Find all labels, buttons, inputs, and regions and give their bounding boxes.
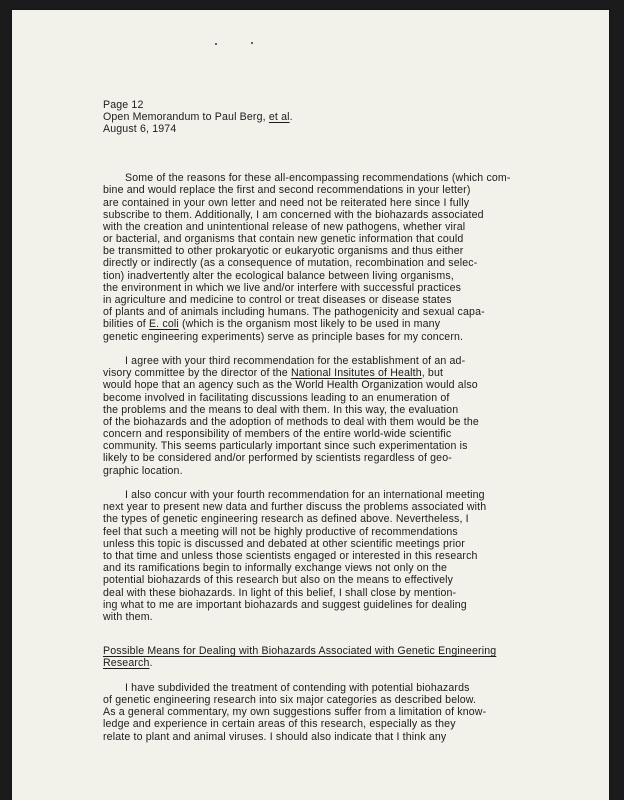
text-line: I agree with your third recommendation for the establishment of an ad-	[125, 354, 466, 367]
paragraph-1	[103, 172, 563, 343]
organization-name: National Insitutes of Health	[290, 367, 422, 380]
text-line: directly or indirectly (as a consequence of mutation, recombination and selec-	[103, 257, 478, 270]
heading-line: Research.	[103, 657, 153, 670]
text-line: potential biohazards of this research but also on the means to effectively	[103, 574, 454, 587]
text-line: likely to be considered and/or performed by scientists regardless of geo-	[103, 452, 452, 465]
text-line: the types of genetic engineering research as defined above. Nevertheless, I	[103, 513, 469, 526]
paragraph-3	[103, 489, 563, 623]
text-line: concern and responsibility of members of the entire world-wide scientific	[103, 428, 452, 441]
species-name: E. coli	[148, 318, 179, 331]
speck	[215, 43, 217, 45]
heading-line: Possible Means for Dealing with Biohazards Associated with Genetic Engineering	[103, 645, 497, 658]
text-line: with the creation and unintentional release of new pathogens, whether viral	[103, 220, 466, 233]
paragraph-2	[103, 355, 563, 477]
text-line: bilities of E. coli (which is the organism most likely to be used in many	[103, 318, 441, 331]
text-line: the environment in which we live and/or interfere with successful practices	[103, 281, 462, 294]
text-line: would hope that an agency such as the World Health Organization would also	[103, 379, 478, 392]
text-line: community. This seems particularly important since such experimentation is	[103, 440, 468, 453]
text-line: I also concur with your fourth recommendation for an international meeting	[125, 489, 485, 502]
memo-date: August 6, 1974	[103, 123, 177, 136]
text-line: bine and would replace the first and second recommendations in your letter)	[103, 184, 471, 197]
paragraph-4	[103, 682, 563, 743]
text-line: unless this topic is discussed and debated at other scientific meetings prior	[103, 537, 465, 550]
text-line: ing what to me are important biohazards and suggest guidelines for dealing	[103, 598, 467, 611]
text-line: or bacterial, and organisms that contain new genetic information that could	[103, 233, 464, 246]
memo-body	[103, 99, 563, 743]
text-line: of the biohazards and the adoption of methods to deal with them would be the	[103, 415, 479, 428]
text-line: feel that such a meeting will not be highly productive of recommendations	[103, 525, 458, 538]
speck	[251, 42, 253, 44]
text-line: become involved in facilitating discussions leading to an enumeration of	[103, 391, 450, 404]
text-line: in agriculture and medicine to control or treat diseases or disease states	[103, 294, 452, 307]
text-line: to that time and unless those scientists engaged or interested in this research	[103, 549, 478, 562]
text-line: Some of the reasons for these all-encompassing recommendations (which com-	[125, 172, 511, 185]
page-number: Page 12	[103, 99, 144, 111]
memo-subject: Open Memorandum to Paul Berg, et al.	[103, 111, 293, 124]
text-line: relate to plant and animal viruses. I should also indicate that I think any	[103, 730, 447, 743]
text-line: subscribe to them. Additionally, I am concerned with the biohazards associated	[103, 208, 484, 221]
text-line: of genetic engineering research into six major categories as described below.	[103, 694, 477, 707]
document-page	[12, 10, 609, 800]
text-line: deal with these biohazards. In light of this belief, I shall close by mention-	[103, 586, 457, 599]
text-line: ledge and experience in certain areas of this research, especially as they	[103, 718, 456, 731]
text-line: of plants and of animals including humans. The pathogenicity and sexual capa-	[103, 306, 485, 319]
text-line: with them.	[103, 610, 153, 623]
section-heading	[103, 645, 563, 669]
text-line: be transmitted to other prokaryotic or eukaryotic organisms and thus either	[103, 245, 464, 258]
text-line: graphic location.	[103, 464, 183, 477]
scan-specks	[215, 41, 255, 47]
text-line: visory committee by the director of the National Insitutes of Health, but	[103, 367, 444, 380]
text-line: next year to present new data and further discuss the problems associated with	[103, 501, 487, 514]
text-line: genetic engineering experiments) serve as principle bases for my concern.	[103, 330, 464, 343]
memo-header	[103, 99, 563, 136]
text-line: the problems and the means to deal with them. In this way, the evaluation	[103, 403, 459, 416]
text-line: As a general commentary, my own suggestions suffer from a limitation of know-	[103, 706, 487, 719]
text-line: I have subdivided the treatment of contending with potential biohazards	[125, 681, 470, 694]
text-line: tion) inadvertently alter the ecological balance between living organisms,	[103, 269, 454, 282]
text-line: are contained in your own letter and need not be reiterated here since I fully	[103, 196, 470, 209]
text-line: and its ramifications begin to informally exchange views not only on the	[103, 562, 448, 575]
